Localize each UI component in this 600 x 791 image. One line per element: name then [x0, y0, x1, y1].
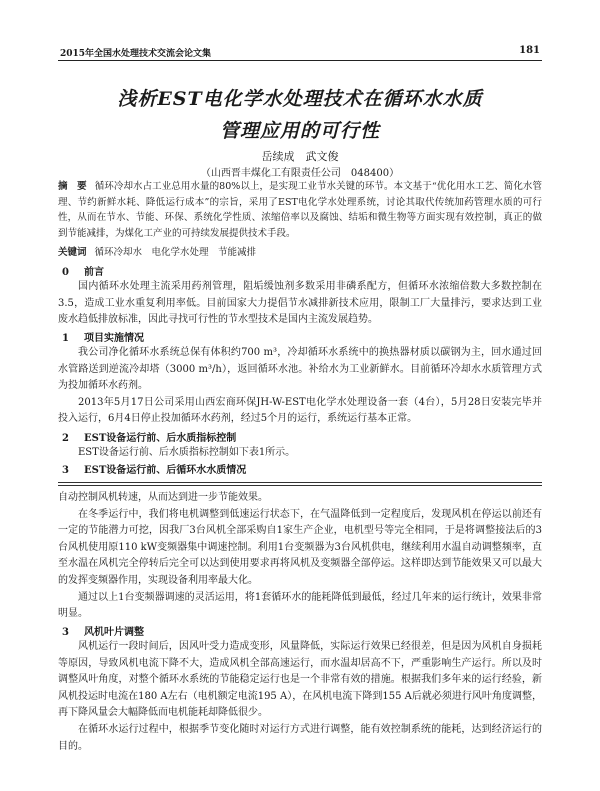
keywords-label: 关键词	[58, 247, 87, 258]
journal-name: 2015年全国水处理技术交流会论文集	[60, 49, 212, 59]
section-number: 2	[62, 433, 69, 444]
keywords	[58, 245, 542, 260]
section-title: 前言	[84, 267, 104, 278]
abstract-text: 循环冷却水占工业总用水量的80%以上，是实现工业节水关键的环节。本文基于“优化用水工艺、简化水管理、节约新鲜水耗、降低运行成本”的宗旨，采用了EST电化学水处理系统，讨论其取代传统加药管理水质的可行性，从而在节水、节能、环保、系统化学性质、浓缩倍率以及腐蚀、结垢和微生物等方面实现有效控制，真正的做到节能减排，为煤化工产业的可持续发展提供技术手段。	[58, 181, 542, 239]
section-heading-2	[62, 429, 236, 444]
paragraph: 我公司净化循环水系统总保有体积约700 m³，冷却循环水系统中的换热器材质以碳钢为主，回水通过回水管路送到逆流冷却塔（3000 m³/h），返回循环水池。补给水为工业新鲜水。目前循环冷却水水质管理方式为投加循环水药剂。	[58, 347, 542, 392]
section-1-body	[58, 345, 542, 428]
paragraph: 2013年5月17日公司采用山西宏商环保JH-W-EST电化学水处理设备一套（4台），5月28日安装完毕并投入运行，6月4日停止投加循环水药剂，经过5个月的运行，系统运行基本正常。	[58, 396, 542, 425]
abstract	[58, 179, 542, 241]
paragraph: 自动控制风机转速，从而达到进一步节能效果。	[58, 492, 268, 503]
paragraph: 在循环水运行过程中，根据季节变化随时对运行方式进行调整，能有效控制系统的能耗，达到经济运行的目的。	[58, 723, 542, 752]
section-number: 3	[62, 627, 69, 638]
section-3b-body	[58, 639, 542, 755]
paragraph: 通过以上1台变频器调速的灵活运用，将1套循环水的能耗降低到最低，经过几年来的运行统计，效果非常明显。	[58, 591, 542, 620]
section-2-body	[58, 445, 542, 462]
page-number: 181	[519, 45, 540, 56]
section-number: 0	[62, 267, 69, 278]
section-heading-3	[62, 461, 246, 476]
authors: 岳续成 武文俊	[261, 150, 339, 163]
section-title: 风机叶片调整	[84, 627, 144, 638]
section-heading-0	[62, 263, 104, 278]
continued-text	[58, 490, 542, 623]
keywords-text: 循环冷却水 电化学水处理 节能减排	[94, 247, 257, 258]
paragraph: EST设备运行前、后水质指标控制如下表1所示。	[78, 447, 296, 458]
paragraph: 国内循环水处理主流采用药剂管理，阻垢缓蚀剂多数采用非磷系配方，但循环水浓缩倍数大多数控制在3.5，造成工业水重复利用率低。目前国家大力提倡节水减排新技术应用，限制工厂大量排污，要求达到工业废水趋低排放标准，因此寻找可行性的节水型技术是国内主流发展趋势。	[58, 281, 542, 326]
page-break-divider	[58, 482, 542, 486]
section-number: 1	[62, 333, 69, 344]
paragraph: 在冬季运行中，我们将电机调整到低速运行状态下，在气温降低到一定程度后，发现风机在停运以前还有一定的节能潜力可挖，因我厂3台风机全部采购自1家生产企业，电机型号等完全相同，于是将调整接法后的3台风机使用原110 kW变频器集中调速控制。利用1台变频器为3台风机供电，继续利用水温自动调整频率，直至水温在风机完全停转后完全可以达到使用要求再将风机及变频器全部停运。这样即达到节能效果又可以最大的发挥变频器作用，实现设备利用率最大化。	[58, 508, 542, 586]
section-title: EST设备运行前、后水质指标控制	[84, 433, 237, 444]
section-heading-3b	[62, 623, 144, 638]
abstract-label: 摘 要	[58, 181, 87, 192]
paper-title-line-2: 管理应用的可行性	[219, 120, 380, 142]
section-heading-1	[62, 329, 144, 344]
paragraph: 风机运行一段时间后，因风叶受力造成变形，风量降低，实际运行效果已经很差，但是因为风机自身损耗等原因，导致风机电流下降不大，造成风机全部高速运行，而水温却居高不下，严重影响生产运行。所以及时调整风叶角度，对整个循环水系统的节能稳定运行也是一个非常有效的措施。根据我们多年来的运行经验，新风机投运时电流在180 A左右（电机额定电流195 A），在风机电流下降到155 A后就必须进行风叶角度调整，再下降风量会大幅降低而电机能耗却降低很少。	[58, 641, 542, 719]
affiliation: （山西晋丰煤化工有限责任公司 048400）	[200, 168, 400, 179]
section-title: 项目实施情况	[84, 333, 144, 344]
section-title: EST设备运行前、后循环水水质情况	[84, 465, 247, 476]
paper-title-line-1: 浅析EST电化学水处理技术在循环水水质	[117, 88, 483, 110]
running-header	[58, 44, 542, 61]
section-0-body	[58, 279, 542, 329]
section-number: 3	[62, 465, 69, 476]
